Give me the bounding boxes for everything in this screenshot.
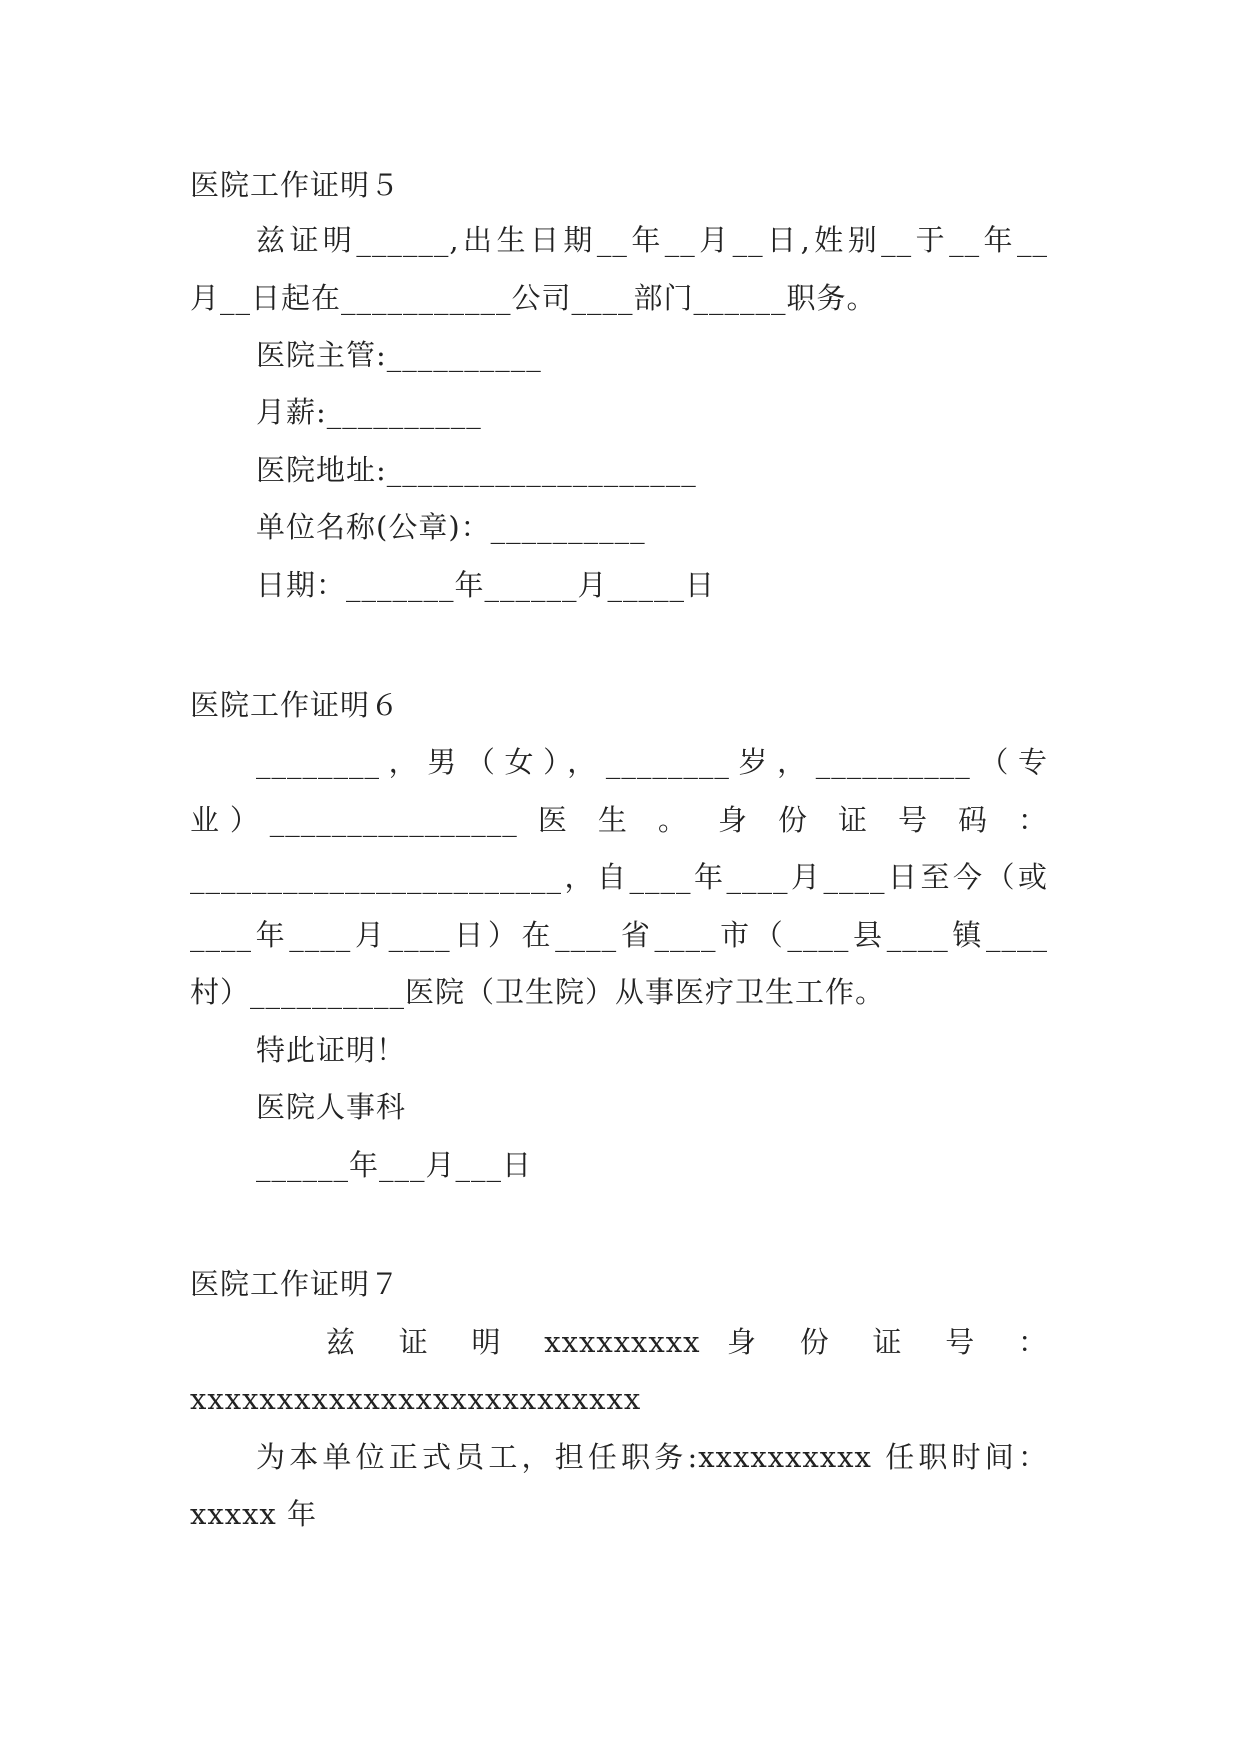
section5-supervisor: 医院主管:__________ — [256, 338, 542, 372]
section5-date: 日期：_______年______月_____日 — [256, 568, 716, 602]
section6-closing: 特此证明！ — [256, 1033, 407, 1067]
section7-line3: 为本单位正式员工，担任职务:xxxxxxxxxx 任职时间： — [256, 1440, 1048, 1474]
section6-line1: ________，男（女），________岁，__________（专 — [256, 745, 1048, 779]
section5-unit-name: 单位名称(公章)：__________ — [256, 510, 646, 544]
section7-line2: xxxxxxxxxxxxxxxxxxxxxxxxxx — [190, 1382, 642, 1416]
section7-title: 医院工作证明７ — [190, 1267, 401, 1301]
section5-para-line2: 月__日起在___________公司____部门______职务。 — [190, 281, 877, 315]
section6-line4: ____年____月____日）在____省____市（____县____镇____ — [190, 918, 1048, 952]
section6-line2: 业）________________ 医 生 。 身 份 证 号 码 ： — [190, 803, 1048, 837]
section6-date: ______年___月___日 — [256, 1148, 533, 1182]
section6-title: 医院工作证明６ — [190, 688, 401, 722]
section6-line3: ________________________，自____年____月____日至今（或 — [190, 860, 1048, 894]
section5-title: 医院工作证明５ — [190, 168, 401, 202]
section5-salary: 月薪:__________ — [256, 395, 482, 429]
section5-para-line1: 兹证明______,出生日期__年__月__日,姓别__于__年__ — [256, 223, 1048, 257]
section6-department: 医院人事科 — [256, 1090, 407, 1124]
section7-line1: 兹 证 明 xxxxxxxxx 身 份 证 号 ： — [326, 1325, 1048, 1359]
section7-line4: xxxxx 年 — [190, 1497, 317, 1531]
section6-line5: 村）__________医院（卫生院）从事医疗卫生工作。 — [190, 975, 886, 1009]
section5-address: 医院地址:____________________ — [256, 453, 697, 487]
